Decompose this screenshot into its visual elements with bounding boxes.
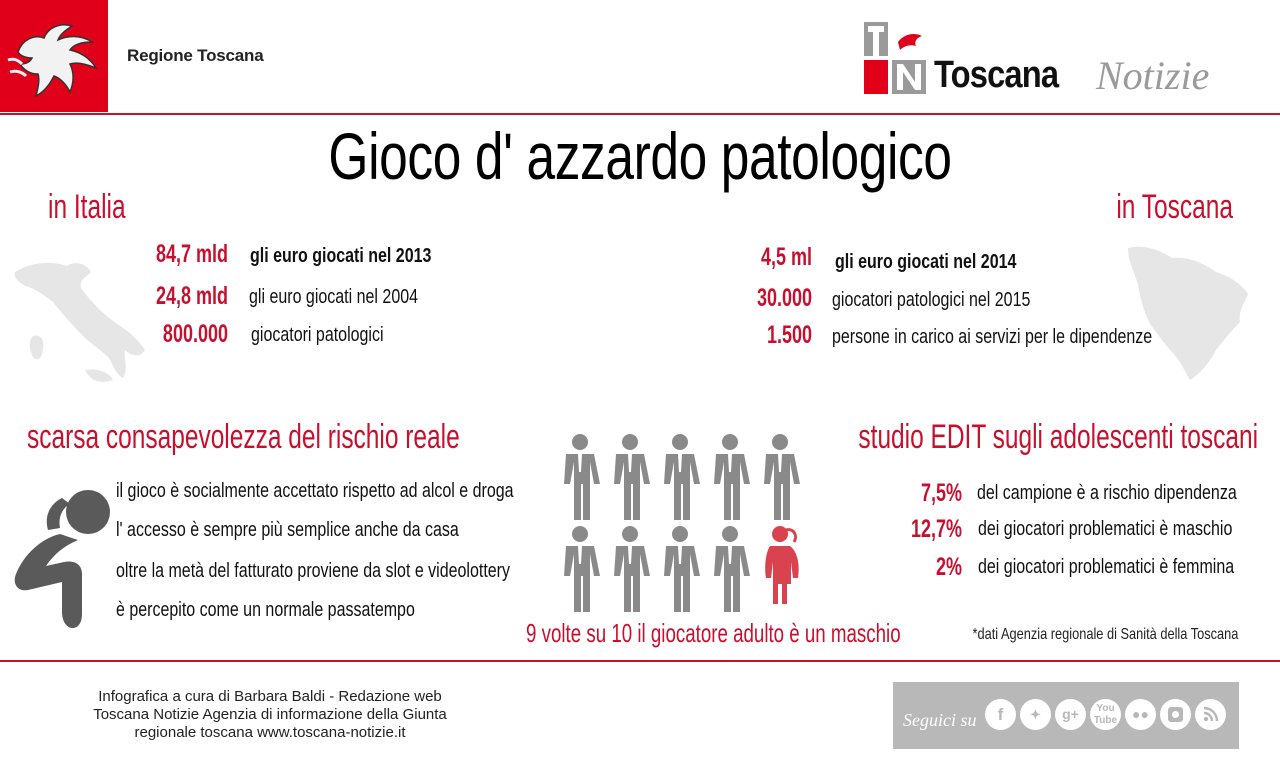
brand-italic: Notizie (1096, 53, 1210, 98)
facebook-icon[interactable]: f (985, 699, 1016, 730)
page-title: Gioco d' azzardo patologico (328, 119, 952, 193)
edit-heading: studio EDIT sugli adolescenti toscani (858, 418, 1258, 456)
rischio-item: l' accesso è sempre più semplice anche da casa (116, 519, 459, 541)
edit-stat-text: dei giocatori problematici è maschio (978, 518, 1233, 540)
pictogram (555, 430, 810, 620)
youtube-icon[interactable]: You Tube (1090, 699, 1121, 730)
male-figure-icon (614, 434, 650, 520)
italia-stat-value: 84,7 mld (155, 240, 228, 268)
italia-stat-value: 800.000 (162, 320, 228, 348)
male-figure-icon (564, 526, 600, 612)
header-divider (0, 113, 1280, 115)
toscana-stat-value: 4,5 ml (760, 243, 812, 271)
googleplus-icon[interactable]: g+ (1055, 699, 1086, 730)
flickr-icon[interactable]: ●● (1125, 699, 1156, 730)
edit-stat-value: 7,5% (920, 479, 962, 507)
italia-stat-text: gli euro giocati nel 2013 (250, 245, 432, 267)
male-figure-icon (714, 526, 750, 612)
toscana-stat-value: 30.000 (756, 284, 812, 312)
edit-stat-value: 12,7% (910, 515, 962, 543)
credit-line: Toscana Notizie Agenzia di informazione della Giunta (93, 706, 447, 723)
edit-stat-text: dei giocatori problematici è femmina (978, 556, 1235, 578)
toscana-stat-value: 1.500 (766, 321, 812, 349)
worried-person-icon (2, 482, 114, 642)
italia-stat-value: 24,8 mld (155, 282, 228, 310)
tn-mark-icon (864, 22, 926, 94)
pictogram-caption: 9 volte su 10 il giocatore adulto è un maschio (526, 618, 901, 648)
toscana-stat-text: giocatori patologici nel 2015 (832, 289, 1031, 311)
rischio-item: oltre la metà del fatturato proviene da slot e videolottery (116, 560, 510, 582)
credit-line: regionale toscana www.toscana-notizie.it (134, 724, 406, 741)
data-source-note: *dati Agenzia regionale di Sanità della Toscana (972, 626, 1238, 643)
italy-map-icon (5, 258, 150, 388)
male-figure-icon (714, 434, 750, 520)
italia-heading: in Italia (48, 188, 126, 226)
rischio-item: il gioco è socialmente accettato rispetto ad alcol e droga (116, 480, 514, 502)
toscana-heading: in Toscana (1116, 188, 1233, 226)
rss-icon[interactable] (1195, 699, 1226, 730)
credit-line: Infografica a cura di Barbara Baldi - Redazione web (98, 688, 442, 705)
toscana-stat-text: persone in carico ai servizi per le dipendenze (832, 326, 1153, 348)
toscana-stat-text: gli euro giocati nel 2014 (835, 251, 1017, 273)
brand-main: Toscana (934, 54, 1059, 96)
edit-stat-value: 2% (935, 553, 962, 581)
instagram-icon[interactable] (1160, 699, 1191, 730)
male-figure-icon (614, 526, 650, 612)
twitter-icon[interactable]: ✦ (1020, 699, 1051, 730)
region-name: Regione Toscana (127, 46, 264, 65)
edit-stat-text: del campione è a rischio dipendenza (977, 482, 1237, 504)
tuscany-map-icon (1120, 242, 1255, 382)
male-figure-icon (564, 434, 600, 520)
pegasus-icon (0, 0, 108, 112)
regione-toscana-logo (0, 0, 108, 112)
follow-label: Seguici su (903, 710, 977, 730)
female-figure-icon (765, 526, 799, 604)
male-figure-icon (664, 434, 700, 520)
toscana-notizie-logo (864, 22, 1234, 102)
footer-credit (40, 688, 500, 742)
rischio-item: è percepito come un normale passatempo (116, 599, 415, 621)
male-figure-icon (664, 526, 700, 612)
italia-stat-text: giocatori patologici (251, 324, 384, 346)
rischio-heading: scarsa consapevolezza del rischio reale (27, 418, 460, 456)
social-box (893, 682, 1239, 749)
italia-stat-text: gli euro giocati nel 2004 (249, 286, 419, 308)
male-figure-icon (764, 434, 800, 520)
footer-divider (0, 660, 1280, 662)
